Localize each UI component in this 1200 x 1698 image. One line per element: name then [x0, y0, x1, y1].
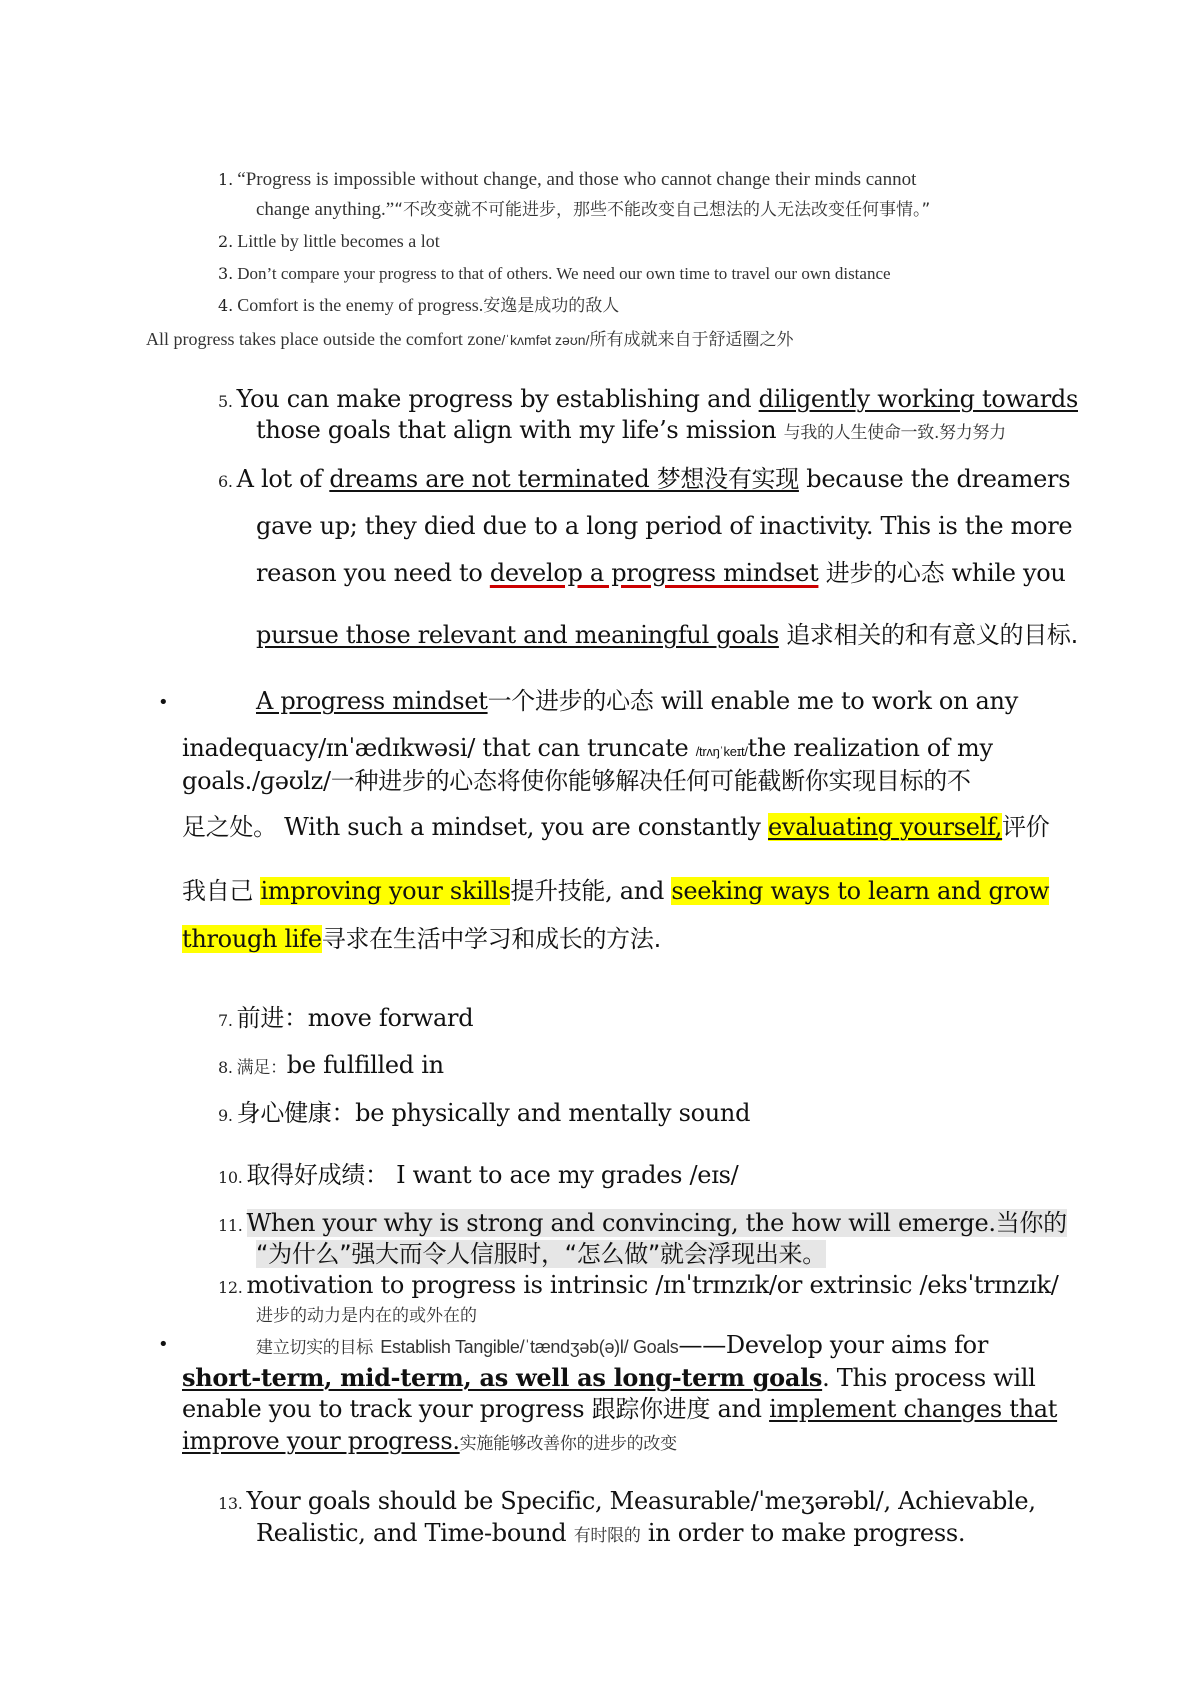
bullet-2-line1	[256, 1330, 988, 1364]
pronunciation: /eɪs/	[689, 1161, 739, 1189]
item-number: 6.	[218, 472, 233, 491]
item-text: inadequacy/ɪnˈædɪkwəsi/ that can truncate	[182, 734, 689, 762]
item-text: goals./ɡəʊlz/	[182, 767, 331, 795]
list-item-6-line2	[256, 511, 1072, 542]
item-translation: 追求相关的和有意义的目标.	[786, 621, 1078, 649]
bullet-1-line6	[182, 924, 661, 955]
item-text: reason you need to	[256, 559, 483, 587]
item-number: 3.	[218, 264, 234, 283]
underlined-phrase: A progress mindset	[256, 687, 488, 715]
item-text: You can make progress by establishing and	[236, 385, 752, 413]
item-number: 12.	[218, 1278, 243, 1297]
bullet-2-line4	[182, 1426, 677, 1460]
item-text: be physically and mentally sound	[355, 1099, 751, 1127]
item-translation: 一种进步的心态将使你能够解决任何可能截断你实现目标的不	[330, 767, 971, 795]
item-number: 7.	[218, 1011, 233, 1030]
item-text: be fulfilled in	[286, 1051, 444, 1079]
item-number: 10.	[218, 1168, 243, 1187]
highlighted-phrase: seeking ways to learn and grow	[671, 877, 1050, 905]
underlined-phrase: improve your progress.	[182, 1427, 460, 1455]
list-item-11	[218, 1208, 1067, 1241]
comfort-translation: 所有成就来自于舒适圈之外	[589, 330, 794, 350]
bullet-marker: •	[158, 692, 169, 713]
item-translation: 当你的	[995, 1209, 1067, 1237]
item-number: 5.	[218, 392, 233, 411]
item-text: Don’t compare your progress to that of others. We need our own time to travel our own distance	[237, 264, 891, 283]
list-item-10	[218, 1160, 738, 1193]
list-item-1	[218, 164, 916, 195]
item-translation: 与我的人生使命一致.努力努力	[783, 423, 1006, 443]
item-text: those goals that align with my life’s mission	[256, 416, 777, 444]
list-item-7	[218, 1003, 473, 1036]
red-underlined-phrase: develop a progress mindset	[489, 559, 819, 587]
highlighted-phrase: evaluating yourself,	[768, 813, 1003, 841]
list-item-13	[218, 1486, 1036, 1519]
underlined-phrase: implement changes that	[769, 1395, 1058, 1423]
list-item-4	[218, 290, 619, 322]
item-text: gave up; they died due to a long period of inactivity. This is the more	[256, 512, 1073, 540]
item-text: Comfort is the enemy of progress.	[237, 295, 484, 315]
item-translation: 一个进步的心态	[487, 687, 654, 715]
underlined-phrase: pursue those relevant and meaningful goals	[256, 621, 779, 649]
quote-end: change anything.”	[256, 199, 395, 220]
quote-text: “Progress is impossible without change, and those who cannot change their minds cannot	[237, 169, 917, 190]
item-translation: 进步的心态	[825, 559, 945, 587]
highlighted-phrase: through life	[182, 925, 322, 953]
list-item-13-cont	[256, 1518, 965, 1552]
item-translation: 跟踪你进度	[591, 1395, 711, 1423]
list-item-8	[218, 1050, 444, 1084]
bullet-1-line2	[182, 733, 993, 767]
item-translation: 实施能够改善你的进步的改变	[459, 1434, 677, 1454]
item-number: 11.	[218, 1216, 243, 1235]
bullet-1-line1	[256, 686, 1018, 717]
list-item-5	[218, 384, 1078, 417]
underlined-phrase: dreams are not terminated 梦想没有实现	[329, 465, 799, 493]
item-translation: 提升技能	[510, 877, 606, 905]
item-text: Develop your aims for	[725, 1331, 988, 1359]
item-text: because the dreamers	[806, 465, 1071, 493]
list-item-2	[218, 226, 440, 257]
item-text: A lot of	[236, 465, 322, 493]
item-number: 4.	[218, 296, 234, 315]
item-text: Establish Tangible/ˈtændʒəb(ə)l/ Goals	[380, 1337, 679, 1357]
item-translation: 前进：	[236, 1004, 308, 1032]
list-item-5-cont	[256, 415, 1006, 449]
underlined-phrase: diligently working towards	[758, 385, 1078, 413]
list-item-12-cont	[256, 1300, 477, 1332]
comfort-zone-line	[146, 324, 793, 356]
item-text: the realization of my	[747, 734, 993, 762]
item-translation: 寻求在生活中学习和成长的方法.	[321, 925, 661, 953]
list-item-6-line4	[256, 620, 1078, 651]
bullet-2-line3	[182, 1394, 1057, 1425]
item-text: will enable me to work on any	[660, 687, 1018, 715]
bullet-2-line2	[182, 1362, 1036, 1394]
list-item-12	[218, 1270, 1059, 1303]
dash: ——	[678, 1331, 726, 1359]
item-translation: 我自己	[182, 877, 254, 905]
item-translation: 有时限的	[573, 1526, 641, 1546]
bullet-marker: •	[158, 1334, 169, 1355]
quote-translation: “不改变就不可能进步，那些不能改变自己想法的人无法改变任何事情。”	[394, 200, 931, 220]
item-text: in order to make progress.	[647, 1519, 966, 1547]
item-translation: 进步的动力是内在的或外在的	[256, 1306, 477, 1326]
bullet-1-line5	[182, 876, 1049, 907]
item-translation: “为什么”强大而令人信服时，“怎么做”就会浮现出来。	[256, 1240, 826, 1268]
item-text: Your goals should be Specific, Measurable/ˈmeʒərəbl/, Achievable,	[246, 1487, 1036, 1515]
item-text: motivation to progress is intrinsic /ɪnˈtrɪnzɪk/or extrinsic /eksˈtrɪnzɪk/	[246, 1271, 1059, 1299]
item-number: 1.	[218, 170, 234, 189]
item-text: I want to ace my grades	[396, 1161, 683, 1189]
item-text: enable you to track your progress	[182, 1395, 585, 1423]
item-number: 2.	[218, 232, 234, 251]
item-text: . This process will	[822, 1364, 1036, 1392]
item-number: 8.	[218, 1058, 233, 1077]
item-translation: 足之处。	[182, 813, 277, 841]
comfort-ipa: /ˈkʌmfət zəʊn/	[501, 332, 590, 348]
comfort-text: All progress takes place outside the comfort zone	[146, 329, 502, 349]
item-text: while you	[951, 559, 1066, 587]
item-translation: 评价	[1002, 813, 1050, 841]
list-item-1-cont	[256, 194, 930, 226]
highlighted-phrase: improving your skills	[260, 877, 511, 905]
item-translation: 安逸是成功的敌人	[483, 296, 620, 316]
shaded-text: When your why is strong and convincing, the how will emerge.	[246, 1209, 996, 1237]
bold-underlined-phrase: short-term, mid-term, as well as long-term goals	[182, 1363, 823, 1392]
list-item-9	[218, 1098, 750, 1131]
item-number: 9.	[218, 1106, 233, 1125]
pronunciation: /trʌŋˈkeɪt/	[695, 744, 748, 759]
item-number: 13.	[218, 1494, 243, 1513]
bullet-1-line4	[182, 812, 1050, 843]
item-text: Realistic, and Time-bound	[256, 1519, 567, 1547]
list-item-6	[218, 464, 1070, 497]
bullet-1-line3	[182, 766, 971, 797]
list-item-11-cont	[256, 1239, 826, 1270]
item-translation: 建立切实的目标	[256, 1338, 373, 1358]
item-text: With such a mindset, you are constantly	[284, 813, 761, 841]
list-item-3	[218, 258, 891, 289]
item-text: Little by little becomes a lot	[237, 231, 440, 251]
item-translation: 身心健康：	[236, 1099, 356, 1127]
item-text: , and	[605, 877, 665, 905]
item-text: and	[717, 1395, 762, 1423]
list-item-6-line3	[256, 558, 1066, 589]
item-translation: 取得好成绩：	[246, 1161, 389, 1189]
item-translation: 满足：	[236, 1058, 287, 1078]
item-text: move forward	[307, 1004, 474, 1032]
